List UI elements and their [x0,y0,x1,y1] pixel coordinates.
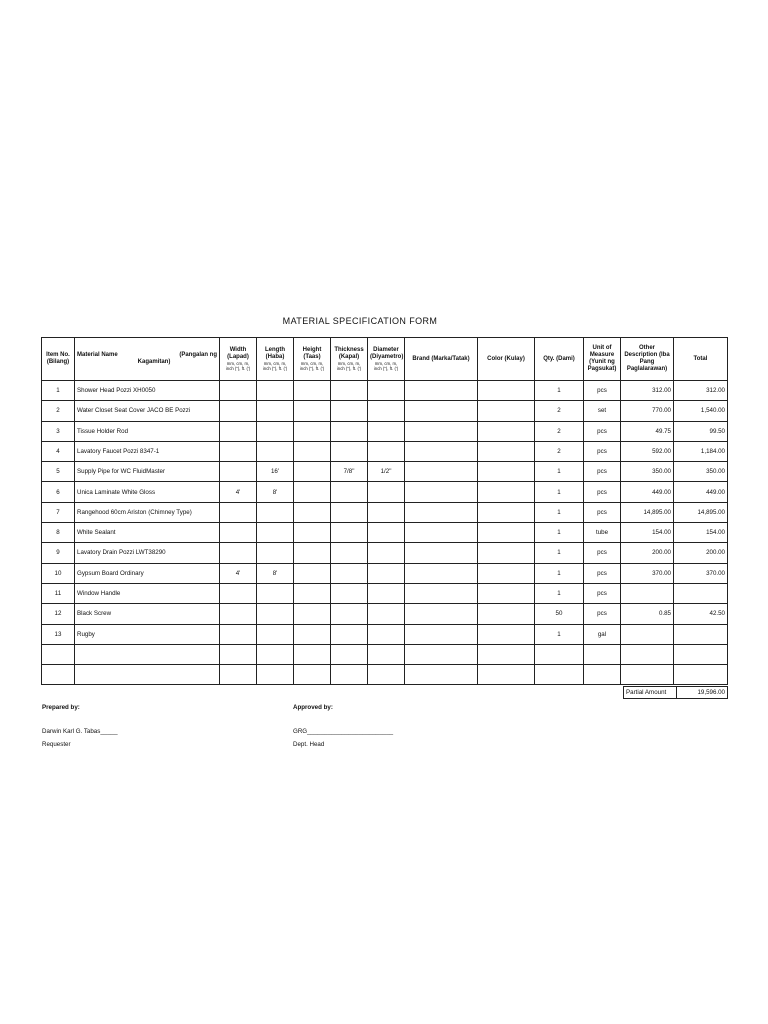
cell-other-description: 449.00 [621,482,674,502]
cell-width [220,523,257,543]
cell-diameter [368,441,405,461]
table-row [42,543,728,563]
header-length [257,338,294,381]
requester-name: Darwin Karl G. Tabas_____ [42,728,118,735]
cell-color [478,502,535,522]
cell-height [294,462,331,482]
cell-thickness [331,401,368,421]
cell-thickness [331,665,368,685]
cell-thickness [331,523,368,543]
cell-height [294,482,331,502]
cell-material-name: Shower Head Pozzi XH0050 [75,381,220,401]
table-row [42,462,728,482]
header-diameter-label: Diameter [373,346,399,353]
header-item-no-sub: (Bilang) [46,359,70,365]
header-thickness-units-2: inch ("), ft. (') [336,365,362,371]
cell-width: 4' [220,563,257,583]
header-diameter-local: (Diyametro) [370,353,404,360]
cell-unit: pcs [584,441,621,461]
cell-brand [405,441,478,461]
cell-unit: pcs [584,543,621,563]
cell-total [674,624,728,644]
cell-other-description: 154.00 [621,523,674,543]
cell-thickness [331,604,368,624]
cell-width [220,381,257,401]
cell-height [294,563,331,583]
cell-item-no: 8 [42,523,75,543]
header-unit-of-measure: Unit of Measure (Yunit ng Pagsukat) [584,338,621,381]
header-material-name [75,338,220,381]
header-item-no [42,338,75,381]
table-row [42,381,728,401]
cell-thickness [331,381,368,401]
header-item-no-label: Item No. [46,352,70,359]
cell-thickness [331,583,368,603]
cell-unit: gal [584,624,621,644]
cell-diameter [368,583,405,603]
partial-amount-value: 19,596.00 [677,687,728,699]
cell-qty: 1 [535,482,584,502]
cell-item-no: 4 [42,441,75,461]
approved-by-label: Approved by: [293,704,333,711]
table-row [42,523,728,543]
cell-brand [405,563,478,583]
cell-brand [405,604,478,624]
cell-unit: pcs [584,563,621,583]
header-material-left: Material Name [77,352,118,359]
cell-total: 14,895.00 [674,502,728,522]
cell-length [257,401,294,421]
cell-qty: 1 [535,624,584,644]
cell-width [220,421,257,441]
cell-item-no: 2 [42,401,75,421]
header-width-units-2: inch ("), ft. (') [225,365,251,371]
partial-amount-row [624,687,728,699]
cell-width [220,665,257,685]
cell-height [294,604,331,624]
cell-total: 99.50 [674,421,728,441]
cell-diameter [368,665,405,685]
header-qty: Qty. (Dami) [535,338,584,381]
table-row [42,624,728,644]
table-row [42,583,728,603]
cell-diameter [368,624,405,644]
cell-height [294,665,331,685]
cell-other-description: 200.00 [621,543,674,563]
table-row [42,401,728,421]
cell-total: 312.00 [674,381,728,401]
cell-brand [405,502,478,522]
cell-unit: pcs [584,381,621,401]
cell-thickness [331,543,368,563]
cell-unit: pcs [584,502,621,522]
cell-unit: pcs [584,482,621,502]
header-diameter-units-1: mm, cm, m, [374,360,398,366]
cell-item-no: 7 [42,502,75,522]
cell-width [220,502,257,522]
header-length-local: (Haba) [265,353,285,360]
cell-color [478,624,535,644]
cell-length [257,543,294,563]
cell-total: 1,184.00 [674,441,728,461]
approver-name: GRG_________________________ [293,728,394,735]
cell-other-description [621,665,674,685]
cell-total [674,644,728,664]
cell-width [220,441,257,461]
cell-thickness [331,502,368,522]
cell-height [294,583,331,603]
cell-thickness [331,441,368,461]
cell-item-no [42,665,75,685]
cell-material-name: Window Handle [75,583,220,603]
cell-unit: pcs [584,462,621,482]
cell-width [220,401,257,421]
cell-other-description: 14,895.00 [621,502,674,522]
header-color: Color (Kulay) [478,338,535,381]
cell-item-no: 10 [42,563,75,583]
cell-color [478,563,535,583]
header-total: Total [674,338,728,381]
cell-item-no: 11 [42,583,75,603]
cell-width [220,624,257,644]
header-diameter [368,338,405,381]
cell-qty: 1 [535,543,584,563]
cell-qty: 1 [535,462,584,482]
cell-material-name: Rugby [75,624,220,644]
cell-diameter [368,604,405,624]
cell-qty: 1 [535,502,584,522]
cell-material-name: Rangehood 60cm Ariston (Chimney Type) [75,502,220,522]
header-thickness-label: Thickness [334,346,364,353]
cell-color [478,482,535,502]
cell-color [478,401,535,421]
cell-diameter [368,502,405,522]
cell-brand [405,482,478,502]
cell-other-description [621,624,674,644]
cell-material-name: Lavatory Drain Pozzi LWT38290 [75,543,220,563]
cell-length [257,502,294,522]
table-body [42,381,728,685]
cell-width [220,604,257,624]
cell-thickness [331,563,368,583]
cell-material-name: Unica Laminate White Gloss [75,482,220,502]
header-length-units-1: mm, cm, m, [263,360,287,366]
cell-qty: 50 [535,604,584,624]
cell-color [478,441,535,461]
requester-role: Requester [42,741,71,748]
header-diameter-units-2: inch ("), ft. (') [373,365,399,371]
cell-total [674,665,728,685]
cell-diameter [368,523,405,543]
cell-color [478,381,535,401]
cell-length [257,421,294,441]
cell-length [257,523,294,543]
table-row [42,644,728,664]
cell-total: 449.00 [674,482,728,502]
cell-other-description [621,583,674,603]
cell-material-name: Supply Pipe for WC FluidMaster [75,462,220,482]
cell-color [478,665,535,685]
header-other-description: Other Description (Iba Pang Paglalarawan) [621,338,674,381]
cell-length [257,381,294,401]
cell-item-no: 6 [42,482,75,502]
table-row [42,563,728,583]
header-width [220,338,257,381]
cell-diameter [368,563,405,583]
cell-total: 350.00 [674,462,728,482]
header-row [42,338,728,381]
cell-other-description: 592.00 [621,441,674,461]
header-brand: Brand (Marka/Tatak) [405,338,478,381]
cell-color [478,583,535,603]
cell-width: 4' [220,482,257,502]
cell-thickness [331,482,368,502]
table-row [42,421,728,441]
cell-material-name: Gypsum Board Ordinary [75,563,220,583]
cell-item-no: 1 [42,381,75,401]
cell-other-description: 370.00 [621,563,674,583]
cell-diameter [368,644,405,664]
cell-height [294,401,331,421]
cell-material-name [75,644,220,664]
form-title: MATERIAL SPECIFICATION FORM [282,316,438,326]
cell-qty: 1 [535,523,584,543]
cell-unit [584,644,621,664]
header-width-label: Width [229,346,247,353]
cell-length: 16' [257,462,294,482]
cell-length [257,441,294,461]
table-row [42,604,728,624]
cell-total: 370.00 [674,563,728,583]
cell-brand [405,583,478,603]
table-row [42,502,728,522]
cell-qty: 1 [535,583,584,603]
cell-qty [535,644,584,664]
cell-brand [405,421,478,441]
cell-brand [405,543,478,563]
cell-width [220,543,257,563]
partial-amount-table [623,686,728,699]
header-material-line2: Kagamitan) [137,359,171,365]
cell-color [478,604,535,624]
cell-diameter [368,421,405,441]
cell-height [294,624,331,644]
cell-other-description: 49.75 [621,421,674,441]
cell-brand [405,381,478,401]
cell-diameter [368,401,405,421]
cell-diameter [368,543,405,563]
cell-thickness [331,644,368,664]
cell-qty: 2 [535,401,584,421]
cell-qty: 1 [535,381,584,401]
cell-color [478,644,535,664]
header-height-units-1: mm, cm, m, [300,360,324,366]
cell-height [294,441,331,461]
cell-height [294,644,331,664]
cell-item-no: 5 [42,462,75,482]
cell-other-description: 350.00 [621,462,674,482]
cell-unit: tube [584,523,621,543]
material-spec-table [41,337,728,685]
header-material-right: (Pangalan ng [179,352,217,359]
cell-color [478,543,535,563]
cell-other-description: 312.00 [621,381,674,401]
header-thickness [331,338,368,381]
cell-qty [535,665,584,685]
cell-height [294,381,331,401]
cell-total: 200.00 [674,543,728,563]
cell-material-name: White Sealant [75,523,220,543]
cell-diameter [368,482,405,502]
cell-total: 1,540.00 [674,401,728,421]
cell-qty: 2 [535,441,584,461]
cell-material-name [75,665,220,685]
header-length-units-2: inch ("), ft. (') [262,365,288,371]
approver-role: Dept. Head [293,741,325,748]
cell-item-no [42,644,75,664]
table-row [42,665,728,685]
cell-unit [584,665,621,685]
cell-length: 8' [257,482,294,502]
cell-color [478,523,535,543]
cell-diameter: 1/2" [368,462,405,482]
cell-total: 154.00 [674,523,728,543]
header-thickness-units-1: mm, cm, m, [337,360,361,366]
header-height [294,338,331,381]
cell-brand [405,523,478,543]
cell-length [257,604,294,624]
cell-height [294,421,331,441]
cell-material-name: Water Closet Seat Cover JACO BE Pozzi [75,401,220,421]
cell-thickness: 7/8" [331,462,368,482]
prepared-by-label: Prepared by: [42,704,80,711]
cell-length [257,583,294,603]
cell-brand [405,624,478,644]
cell-color [478,462,535,482]
cell-material-name: Lavatory Faucet Pozzi 8347-1 [75,441,220,461]
cell-item-no: 12 [42,604,75,624]
cell-material-name: Black Screw [75,604,220,624]
header-width-local: (Lapad) [227,353,249,360]
partial-amount-label: Partial Amount [624,687,677,699]
cell-item-no: 3 [42,421,75,441]
cell-other-description: 770.00 [621,401,674,421]
table-row [42,482,728,502]
cell-qty: 2 [535,421,584,441]
cell-unit: pcs [584,421,621,441]
cell-brand [405,644,478,664]
cell-item-no: 13 [42,624,75,644]
cell-width [220,462,257,482]
cell-color [478,421,535,441]
cell-diameter [368,381,405,401]
cell-unit: pcs [584,583,621,603]
cell-thickness [331,421,368,441]
cell-length: 8' [257,563,294,583]
cell-length [257,665,294,685]
header-height-label: Height [302,346,322,353]
cell-height [294,523,331,543]
cell-unit: set [584,401,621,421]
cell-brand [405,401,478,421]
cell-height [294,543,331,563]
header-thickness-local: (Kapal) [338,353,360,360]
cell-thickness [331,624,368,644]
header-length-label: Length [265,346,285,353]
cell-qty: 1 [535,563,584,583]
header-height-local: (Taas) [303,353,321,360]
cell-material-name: Tissue Holder Rod [75,421,220,441]
cell-length [257,624,294,644]
cell-brand [405,462,478,482]
header-width-units-1: mm, cm, m, [226,360,250,366]
cell-item-no: 9 [42,543,75,563]
table-row [42,441,728,461]
cell-length [257,644,294,664]
cell-total [674,583,728,603]
header-height-units-2: inch ("), ft. (') [299,365,325,371]
cell-width [220,583,257,603]
cell-total: 42.50 [674,604,728,624]
cell-brand [405,665,478,685]
cell-height [294,502,331,522]
cell-width [220,644,257,664]
cell-other-description [621,644,674,664]
cell-other-description: 0.85 [621,604,674,624]
cell-unit: pcs [584,604,621,624]
